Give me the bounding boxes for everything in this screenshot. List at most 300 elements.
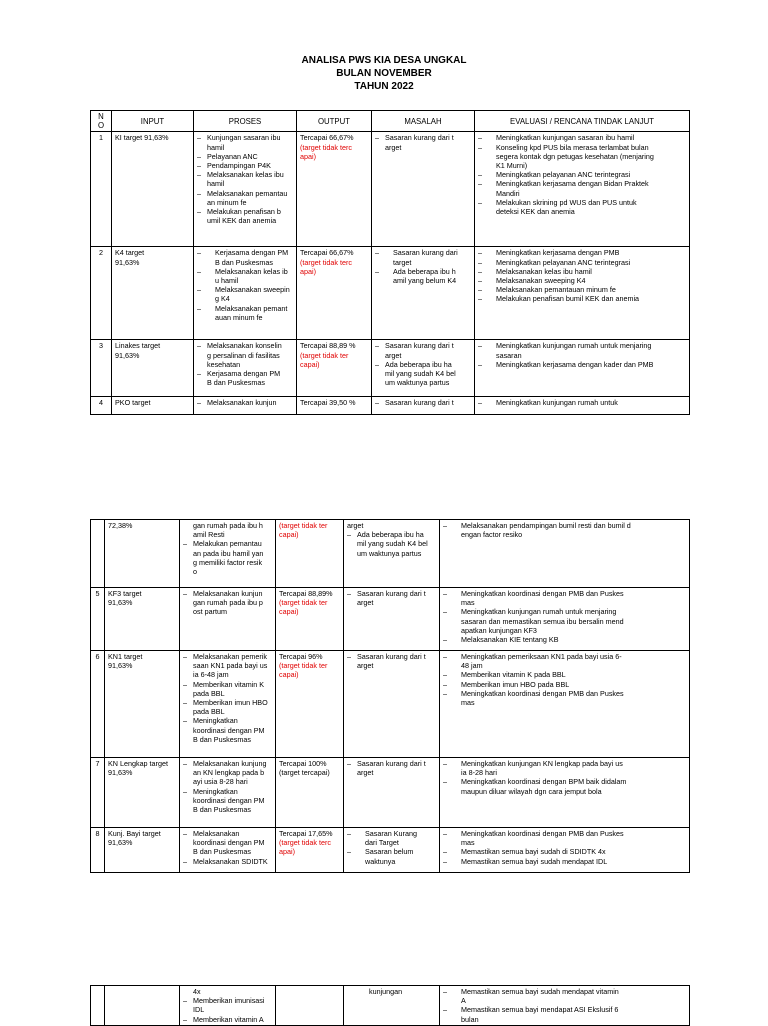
cell-text-line: B dan Puskesmas	[193, 805, 251, 815]
cell-text-line: KN1 target	[108, 652, 143, 661]
bullet-list	[375, 398, 471, 407]
bullet-list	[183, 829, 272, 866]
cell-text-line: – Memastikan semua bayi mendapat ASI Ekslusif 6	[461, 1005, 619, 1015]
bullet-item	[347, 759, 436, 777]
bullet-item	[443, 670, 686, 679]
cell-text-line: um waktunya partus	[357, 548, 422, 558]
bullet-item	[375, 341, 471, 359]
bullet-item	[183, 539, 272, 576]
cell-output	[297, 397, 372, 415]
cell-text-line: – Kerjasama dengan PM	[207, 369, 281, 379]
table-row	[91, 758, 690, 828]
pws-table-page-2	[90, 519, 690, 873]
bullet-item	[197, 161, 293, 170]
cell-text-line: – Memastikan semua bayi sudah di SDIDTK 4x	[461, 847, 606, 857]
cell-text-line: – Meningkatkan koordinasi dengan PMB dan Puskes	[461, 688, 624, 698]
cell-text-line: arget	[357, 768, 374, 778]
cell-text-line: o	[193, 567, 197, 577]
cell-text-line: – Meningkatkan kunjungan sasaran ibu hamil	[496, 133, 635, 143]
cell-no: 3	[91, 340, 112, 397]
report-month: BULAN NOVEMBER	[336, 68, 432, 79]
cell-text-line: – Konseling kpd PUS bila merasa terlambat bulan	[496, 142, 649, 152]
cell-text-line: – Melakukan skrining pd WUS dan PUS untuk	[496, 197, 637, 207]
cell-masalah	[344, 520, 440, 588]
cell-text-line: arget	[385, 350, 402, 360]
cell-text-line: sasaran	[496, 350, 522, 360]
cell-input	[112, 132, 194, 247]
cell-input	[112, 247, 194, 340]
cell-output	[276, 758, 344, 828]
cell-input	[105, 828, 180, 873]
bullet-item	[443, 680, 686, 689]
cell-evaluasi	[475, 247, 690, 340]
cell-text-line: target	[393, 257, 412, 267]
cell-text-line: mil yang sudah K4 bel	[385, 369, 456, 379]
cell-text-line: ost partum	[193, 607, 227, 617]
cell-text-line: apai)	[300, 266, 316, 276]
cell-text-line: mas	[461, 698, 475, 708]
cell-masalah	[344, 651, 440, 758]
cell-no: 8	[91, 828, 105, 873]
cell-text-line: ia 6-48 jam	[193, 670, 229, 680]
bullet-item	[478, 360, 686, 369]
bullet-item	[478, 398, 686, 407]
cell-text-line: – Melakukan pemantau	[193, 539, 262, 549]
cell-text-line: – Meningkatkan kunjungan rumah untuk menjaring	[496, 341, 652, 351]
cell-text-line: 91,63%	[108, 598, 133, 608]
bullet-item	[183, 829, 272, 857]
cell-text-line: – Sasaran kurang dari t	[357, 652, 426, 661]
cell-evaluasi	[440, 986, 690, 1026]
cell-text-line: an pada ibu hamil yan	[193, 548, 264, 558]
cell-input	[105, 986, 180, 1026]
cell-text-line: K1 Murni)	[496, 161, 528, 171]
cell-no	[91, 520, 105, 588]
bullet-list	[443, 829, 686, 866]
bullet-item	[183, 521, 272, 539]
bullet-item	[183, 716, 272, 744]
cell-text-line: pada BBL	[193, 688, 225, 698]
cell-output	[276, 588, 344, 651]
cell-text-line: – Ada beberapa ibu h	[393, 266, 456, 276]
cell-text-line: – Sasaran kurang dari	[393, 248, 458, 258]
cell-text-line: 4x	[193, 987, 201, 996]
cell-evaluasi	[475, 132, 690, 247]
column-header-no: N O	[91, 111, 112, 132]
cell-text-line: Mandiri	[496, 188, 520, 198]
cell-text-line: – Sasaran belum	[365, 847, 414, 857]
cell-text-line: ayi usia 8-28 hari	[193, 777, 248, 787]
cell-input	[105, 651, 180, 758]
cell-output	[276, 651, 344, 758]
cell-text-line: – Melaksanakan kelas ib	[215, 266, 288, 276]
cell-text-line: KN Lengkap target	[108, 759, 168, 768]
bullet-item	[183, 698, 272, 716]
cell-text-line: – Melaksanakan kunjung	[193, 759, 267, 768]
cell-text-line: – Melakukan penafisan b	[207, 207, 281, 217]
cell-text-line: capai)	[279, 670, 299, 680]
cell-text-line: 91,63%	[115, 257, 140, 267]
cell-text-line: (target tidak terc	[279, 838, 331, 848]
cell-text-line: waktunya	[365, 856, 396, 866]
bullet-item	[478, 198, 686, 216]
cell-proses	[180, 758, 276, 828]
cell-text-line: arget	[357, 598, 374, 608]
bullet-item	[478, 170, 686, 179]
cell-text-line: – Memberikan vitamin A	[193, 1014, 264, 1024]
cell-evaluasi	[475, 397, 690, 415]
bullet-item	[443, 987, 686, 1005]
bullet-item	[347, 521, 436, 530]
cell-text-line: g memiliki factor resik	[193, 557, 263, 567]
cell-text-line: an KN lengkap pada b	[193, 768, 265, 778]
cell-text-line: 91,63%	[108, 838, 133, 848]
cell-text-line: – Memberikan imunisasi	[193, 996, 265, 1006]
cell-text-line: koordinasi dengan PM	[193, 838, 265, 848]
cell-text-line: – Meningkatkan pelayanan ANC terintegrasi	[496, 257, 631, 267]
cell-text-line: apatkan kunjungan KF3	[461, 625, 537, 635]
pws-table-page-1	[90, 110, 690, 415]
cell-text-line: (target tidak ter	[279, 598, 328, 608]
cell-text-line: koordinasi dengan PM	[193, 795, 265, 805]
bullet-item	[197, 152, 293, 161]
cell-text-line: an minum fe	[207, 197, 247, 207]
cell-text-line: sasaran dan memastikan semua ibu bersalin mend	[461, 616, 624, 626]
cell-text-line: koordinasi dengan PM	[193, 725, 265, 735]
cell-text-line: – Melaksanakan konselin	[207, 341, 282, 351]
cell-text-line: – Meningkatkan kerjasama dengan kader dan PMB	[496, 359, 654, 369]
cell-text-line: Kunj. Bayi target	[108, 829, 161, 838]
cell-text-line: – Meningkatkan pemeriksaan KN1 pada bayi usia 6-	[461, 652, 622, 661]
bullet-item	[443, 521, 686, 539]
cell-text-line: capai)	[279, 530, 299, 540]
bullet-item	[197, 133, 293, 151]
cell-proses	[194, 397, 297, 415]
cell-text-line: kesehatan	[207, 359, 241, 369]
bullet-item	[443, 829, 686, 847]
cell-text-line: apai)	[279, 847, 295, 857]
bullet-item	[197, 189, 293, 207]
bullet-item	[183, 857, 272, 866]
cell-text-line: (target tidak ter	[279, 521, 328, 530]
cell-output	[297, 132, 372, 247]
table-row	[91, 340, 690, 397]
table-row	[91, 986, 690, 1026]
cell-text-line: – Melaksanakan kunjun	[193, 589, 263, 598]
cell-masalah	[372, 132, 475, 247]
cell-evaluasi	[440, 520, 690, 588]
bullet-item	[183, 996, 272, 1014]
cell-text-line: – Melaksanakan kelas ibu hamil	[496, 266, 592, 276]
bullet-item	[478, 179, 686, 197]
cell-masalah	[344, 828, 440, 873]
column-header-output: OUTPUT	[297, 111, 372, 132]
cell-output	[276, 828, 344, 873]
bullet-list	[443, 521, 686, 539]
cell-no: 1	[91, 132, 112, 247]
cell-text-line: (target tidak ter	[300, 350, 349, 360]
bullet-item	[197, 207, 293, 225]
bullet-list	[375, 341, 471, 387]
cell-proses	[180, 520, 276, 588]
cell-text-line: – Melaksanakan pemerik	[193, 652, 267, 661]
cell-text-line: – Ada beberapa ibu ha	[357, 530, 424, 540]
cell-proses	[180, 986, 276, 1026]
bullet-item	[478, 285, 686, 294]
cell-text-line: – Ada beberapa ibu ha	[385, 359, 452, 369]
bullet-list	[443, 987, 686, 1024]
cell-text-line: auan minum fe	[215, 312, 263, 322]
cell-text-line: 91,63%	[108, 661, 133, 671]
cell-text-line: – Sasaran kurang dari t	[357, 759, 426, 768]
report-title: ANALISA PWS KIA DESA UNGKAL	[301, 55, 467, 66]
cell-text-line: g persalinan di fasilitas	[207, 350, 280, 360]
cell-proses	[194, 247, 297, 340]
cell-input	[105, 758, 180, 828]
cell-no	[91, 986, 105, 1026]
cell-text-line: g K4	[215, 294, 230, 304]
cell-text-line: – Melaksanakan KIE tentang KB	[461, 635, 559, 645]
cell-text-line: (target tercapai)	[279, 768, 330, 778]
bullet-item	[183, 759, 272, 787]
bullet-item	[197, 170, 293, 188]
column-header-evaluasi: EVALUASI / RENCANA TINDAK LANJUT	[475, 111, 690, 132]
cell-text-line: hamil	[207, 179, 225, 189]
cell-text-line: arget	[385, 142, 402, 152]
cell-input	[112, 340, 194, 397]
bullet-item	[183, 680, 272, 698]
cell-text-line: – Meningkatkan	[193, 786, 238, 796]
cell-text-line: – Pendampingan P4K	[207, 161, 271, 171]
cell-text-line: IDL	[193, 1005, 205, 1015]
bullet-item	[197, 285, 293, 303]
cell-text-line: – Melaksanakan pendampingan bumil resti dan bumil d	[461, 521, 631, 530]
bullet-item	[443, 1005, 686, 1023]
bullet-item	[478, 133, 686, 142]
cell-text-line: – Memberikan imun HBO	[193, 698, 268, 708]
table-row	[91, 588, 690, 651]
cell-text-line: K4 target	[115, 248, 145, 258]
bullet-list	[347, 521, 436, 558]
bullet-item	[197, 267, 293, 285]
cell-text-line: – Memastikan semua bayi sudah mendapat IDL	[461, 856, 608, 866]
cell-text-line: – Sasaran kurang dari t	[385, 341, 454, 351]
cell-text-line: PKO target	[115, 398, 151, 408]
cell-text-line: saan KN1 pada bayi us	[193, 661, 268, 671]
cell-output	[297, 340, 372, 397]
cell-text-line: – Kerjasama dengan PM	[215, 248, 289, 258]
cell-text-line: – Memberikan vitamin K pada BBL	[461, 670, 566, 680]
bullet-list	[197, 398, 293, 407]
bullet-list	[183, 589, 272, 617]
cell-evaluasi	[440, 828, 690, 873]
bullet-item	[183, 987, 272, 996]
bullet-item	[347, 829, 436, 847]
cell-text-line: B dan Puskesmas	[193, 847, 251, 857]
bullet-list	[478, 133, 686, 216]
bullet-list	[347, 829, 436, 866]
cell-text-line: mas	[461, 598, 475, 608]
bullet-list	[443, 589, 686, 644]
bullet-item	[197, 304, 293, 322]
bullet-item	[375, 248, 471, 266]
cell-proses	[180, 651, 276, 758]
cell-text-line: A	[461, 996, 466, 1006]
cell-text-line: – Meningkatkan koordinasi dengan PMB dan Puskes	[461, 589, 624, 598]
cell-text-line: – Meningkatkan kerjasama dengan Bidan Praktek	[496, 179, 649, 189]
bullet-item	[443, 847, 686, 856]
bullet-list	[347, 652, 436, 670]
cell-text-line: KI target 91,63%	[115, 133, 169, 143]
cell-text-line: – Memastikan semua bayi sudah mendapat vitamin	[461, 987, 619, 996]
table-header-row	[91, 111, 690, 132]
bullet-item	[478, 276, 686, 285]
table-row	[91, 397, 690, 415]
cell-text-line: – Melaksanakan SDIDTK	[193, 856, 268, 866]
cell-text-line: B dan Puskesmas	[207, 378, 265, 388]
bullet-item	[347, 589, 436, 607]
cell-text-line: – Meningkatkan	[193, 716, 238, 726]
cell-text-line: engan factor resiko	[461, 530, 523, 540]
cell-proses	[180, 828, 276, 873]
cell-input	[105, 588, 180, 651]
cell-text-line: – Sasaran kurang dari t	[385, 133, 454, 143]
bullet-list	[375, 133, 471, 151]
bullet-item	[443, 635, 686, 644]
bullet-item	[197, 398, 293, 407]
table-row	[91, 132, 690, 247]
cell-output	[297, 247, 372, 340]
cell-text-line: – Meningkatkan kunjungan rumah untuk	[496, 398, 618, 408]
cell-output	[276, 986, 344, 1026]
bullet-item	[478, 248, 686, 257]
cell-text-line: – Melaksanakan kelas ibu	[207, 170, 284, 180]
cell-proses	[180, 588, 276, 651]
cell-evaluasi	[440, 588, 690, 651]
cell-text-line: Tercapai 66,67%	[300, 248, 354, 258]
bullet-list	[197, 341, 293, 387]
cell-text-line: – Meningkatkan kunjungan rumah untuk menjaring	[461, 607, 617, 617]
cell-text-line: arget	[357, 661, 374, 671]
bullet-item	[478, 258, 686, 267]
cell-text-line: – Memberikan vitamin K	[193, 679, 265, 689]
cell-text-line: (target tidak terc	[300, 142, 352, 152]
bullet-item	[478, 341, 686, 359]
cell-text-line: gan rumah pada ibu h	[193, 521, 263, 530]
bullet-list	[197, 248, 293, 322]
bullet-item	[183, 787, 272, 815]
bullet-list	[197, 133, 293, 225]
cell-text-line: kunjungan	[369, 987, 403, 996]
table-row	[91, 520, 690, 588]
cell-text-line: – Kunjungan sasaran ibu	[207, 133, 281, 143]
cell-text-line: – Meningkatkan kunjungan KN lengkap pada bayi us	[461, 759, 623, 768]
cell-text-line: – Meningkatkan kerjasama dengan PMB	[496, 248, 620, 258]
cell-masalah	[372, 340, 475, 397]
cell-text-line: hamil	[207, 142, 225, 152]
cell-text-line: – Melakukan penafisan bumil KEK dan anemia	[496, 294, 640, 304]
column-header-masalah: MASALAH	[372, 111, 475, 132]
cell-text-line: – Melaksanakan pemantau	[207, 188, 288, 198]
cell-no: 7	[91, 758, 105, 828]
cell-text-line: amil yang belum K4	[393, 276, 457, 286]
bullet-list	[183, 996, 272, 1024]
cell-text-line: deteksi KEK dan anemia	[496, 207, 575, 217]
cell-masalah	[344, 588, 440, 651]
bullet-list	[183, 521, 272, 576]
cell-no: 2	[91, 247, 112, 340]
bullet-item	[183, 652, 272, 680]
cell-text-line: amil Resti	[193, 530, 225, 540]
cell-input	[112, 397, 194, 415]
cell-text-line: – Sasaran kurang dari t	[385, 398, 454, 408]
bullet-list	[183, 652, 272, 744]
bullet-list	[478, 341, 686, 369]
cell-text-line: – Melaksanakan pemant	[215, 303, 288, 313]
cell-text-line: B dan Puskesmas	[215, 257, 273, 267]
cell-text-line: Tercapai 17,65%	[279, 829, 333, 838]
cell-text-line: dari Target	[365, 838, 399, 848]
cell-text-line: maupun diluar wilayah dgn cara jemput bola	[461, 786, 602, 796]
bullet-item	[375, 133, 471, 151]
bullet-list	[443, 652, 686, 707]
bullet-item	[443, 777, 686, 795]
bullet-item	[347, 652, 436, 670]
bullet-item	[478, 294, 686, 303]
cell-text-line: segera kontak dgn petugas kesehatan (menjaring	[496, 151, 654, 161]
cell-text-line: B dan Puskesmas	[193, 734, 251, 744]
bullet-item	[443, 689, 686, 707]
column-header-input: INPUT	[112, 111, 194, 132]
table-row	[91, 651, 690, 758]
bullet-item	[347, 847, 436, 865]
report-year: TAHUN 2022	[354, 81, 414, 92]
bullet-item	[478, 143, 686, 171]
bullet-item	[197, 341, 293, 369]
cell-text-line: pada BBL	[193, 707, 225, 717]
cell-evaluasi	[440, 651, 690, 758]
bullet-item	[375, 398, 471, 407]
bullet-list	[347, 987, 436, 996]
cell-text-line: – Sasaran Kurang	[365, 829, 417, 838]
bullet-item	[478, 267, 686, 276]
cell-text-line: – Meningkatkan koordinasi dengan BPM baik didalam	[461, 777, 627, 787]
cell-text-line: (target tidak ter	[279, 661, 328, 671]
cell-text-line: – Melaksanakan kunjun	[207, 398, 277, 408]
bullet-list	[443, 759, 686, 796]
cell-text-line: – Meningkatkan koordinasi dengan PMB dan Puskes	[461, 829, 624, 838]
cell-text-line: – Melaksanakan sweeping K4	[496, 276, 586, 286]
cell-text-line: capai)	[300, 359, 320, 369]
cell-text-line: – Meningkatkan pelayanan ANC terintegrasi	[496, 170, 631, 180]
cell-no: 6	[91, 651, 105, 758]
cell-text-line: Tercapai 88,89%	[279, 589, 333, 598]
cell-text-line: – Melaksanakan pemantauan minum fe	[496, 285, 616, 295]
cell-proses	[194, 340, 297, 397]
cell-text-line: umil KEK dan anemia	[207, 216, 277, 226]
table-row	[91, 247, 690, 340]
bullet-item	[375, 267, 471, 285]
cell-text-line: 91,63%	[115, 350, 140, 360]
cell-masalah	[372, 397, 475, 415]
cell-text-line: Tercapai 39,50 %	[300, 398, 356, 408]
cell-text-line: – Melaksanakan sweepin	[215, 285, 290, 295]
cell-text-line: Tercapai 100%	[279, 759, 327, 768]
cell-text-line: ia 8-28 hari	[461, 768, 497, 778]
bullet-list	[183, 987, 272, 996]
cell-no: 4	[91, 397, 112, 415]
bullet-list	[478, 398, 686, 407]
